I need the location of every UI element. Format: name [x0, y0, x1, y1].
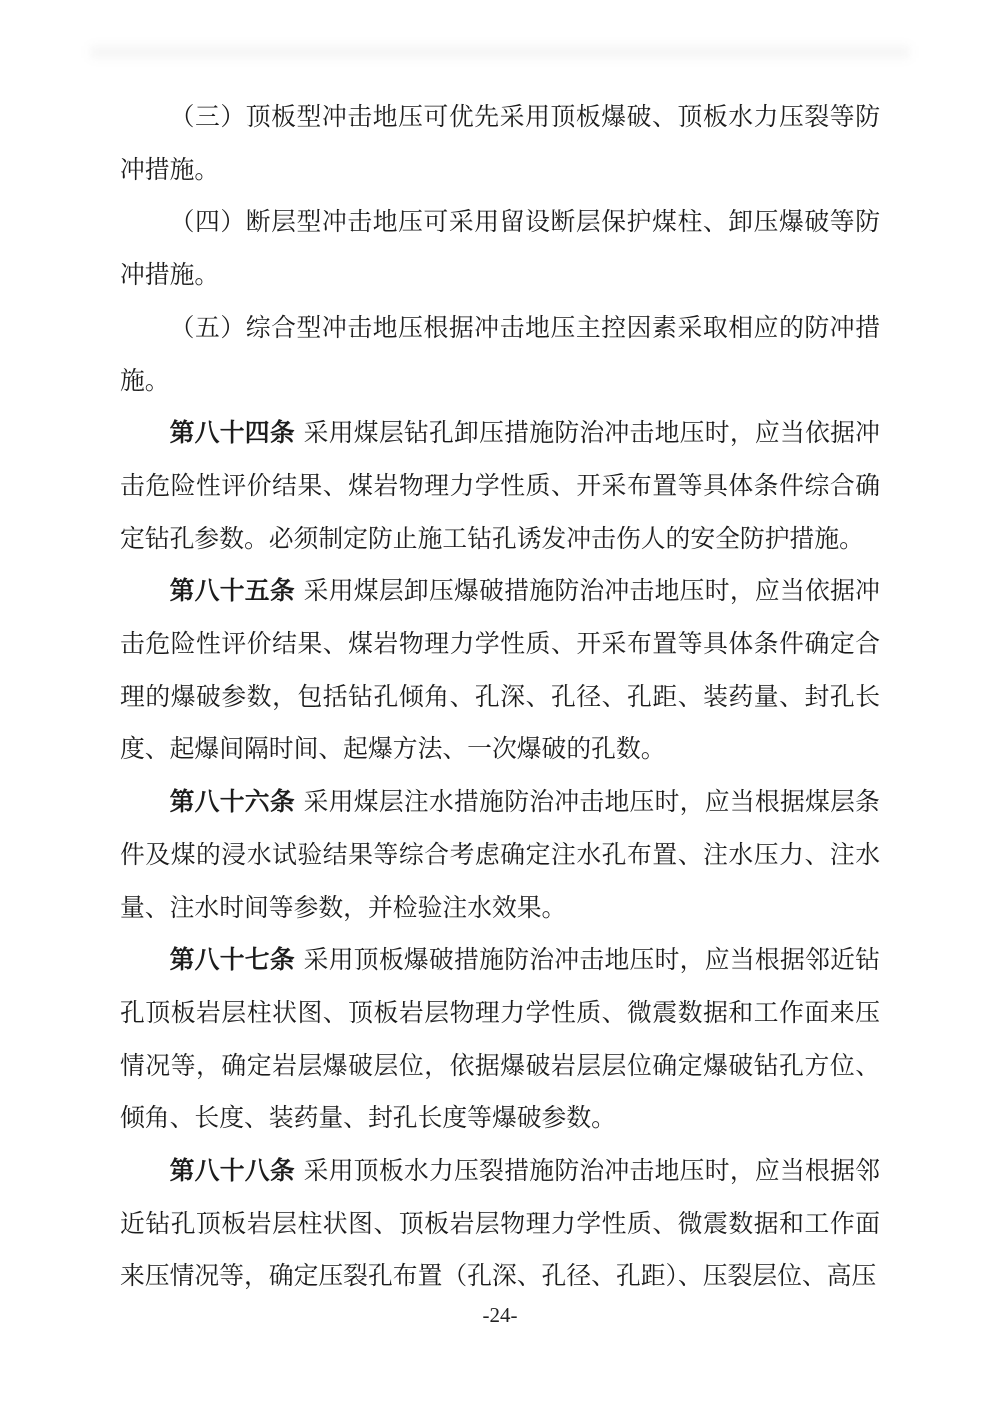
clause-item-4-text: （四）断层型冲击地压可采用留设断层保护煤柱、卸压爆破等防冲措施。 — [120, 209, 880, 290]
article-88-paragraph — [120, 1146, 880, 1304]
article-84-paragraph — [120, 408, 880, 566]
document-body — [120, 92, 880, 1304]
article-87-number: 第八十七条 — [169, 947, 295, 975]
clause-item-3 — [120, 92, 880, 197]
article-87-text: 采用顶板爆破措施防治冲击地压时，应当根据邻近钻孔顶板岩层柱状图、顶板岩层物理力学性质、微震数据和工作面来压情况等，确定岩层爆破层位，依据爆破岩层层位确定爆破钻孔方位、倾角、长度、装药量、封孔长度等爆破参数。 — [120, 947, 880, 1133]
article-85-paragraph — [120, 566, 880, 777]
article-87-paragraph — [120, 935, 880, 1146]
article-85-text: 采用煤层卸压爆破措施防治冲击地压时，应当依据冲击危险性评价结果、煤岩物理力学性质、开采布置等具体条件确定合理的爆破参数，包括钻孔倾角、孔深、孔径、孔距、装药量、封孔长度、起爆间隔时间、起爆方法、一次爆破的孔数。 — [120, 578, 880, 764]
article-84-text: 采用煤层钻孔卸压措施防治冲击地压时，应当依据冲击危险性评价结果、煤岩物理力学性质、开采布置等具体条件综合确定钻孔参数。必须制定防止施工钻孔诱发冲击伤人的安全防护措施。 — [120, 420, 880, 553]
clause-item-5-text: （五）综合型冲击地压根据冲击地压主控因素采取相应的防冲措施。 — [120, 314, 880, 395]
scan-artifact — [90, 46, 910, 58]
clause-item-4 — [120, 197, 880, 302]
article-86-number: 第八十六条 — [169, 789, 295, 817]
article-88-number: 第八十八条 — [169, 1158, 295, 1186]
article-85-number: 第八十五条 — [169, 578, 295, 606]
article-86-text: 采用煤层注水措施防治冲击地压时，应当根据煤层条件及煤的浸水试验结果等综合考虑确定注水孔布置、注水压力、注水量、注水时间等参数，并检验注水效果。 — [120, 789, 880, 922]
article-86-paragraph — [120, 777, 880, 935]
article-88-text: 采用顶板水力压裂措施防治冲击地压时，应当根据邻近钻孔顶板岩层柱状图、顶板岩层物理力学性质、微震数据和工作面来压情况等，确定压裂孔布置（孔深、孔径、孔距）、压裂层位、高压 — [120, 1158, 880, 1291]
clause-item-3-text: （三）顶板型冲击地压可优先采用顶板爆破、顶板水力压裂等防冲措施。 — [120, 104, 880, 184]
article-84-number: 第八十四条 — [169, 420, 295, 448]
clause-item-5 — [120, 303, 880, 408]
page-number: -24- — [482, 1303, 518, 1327]
